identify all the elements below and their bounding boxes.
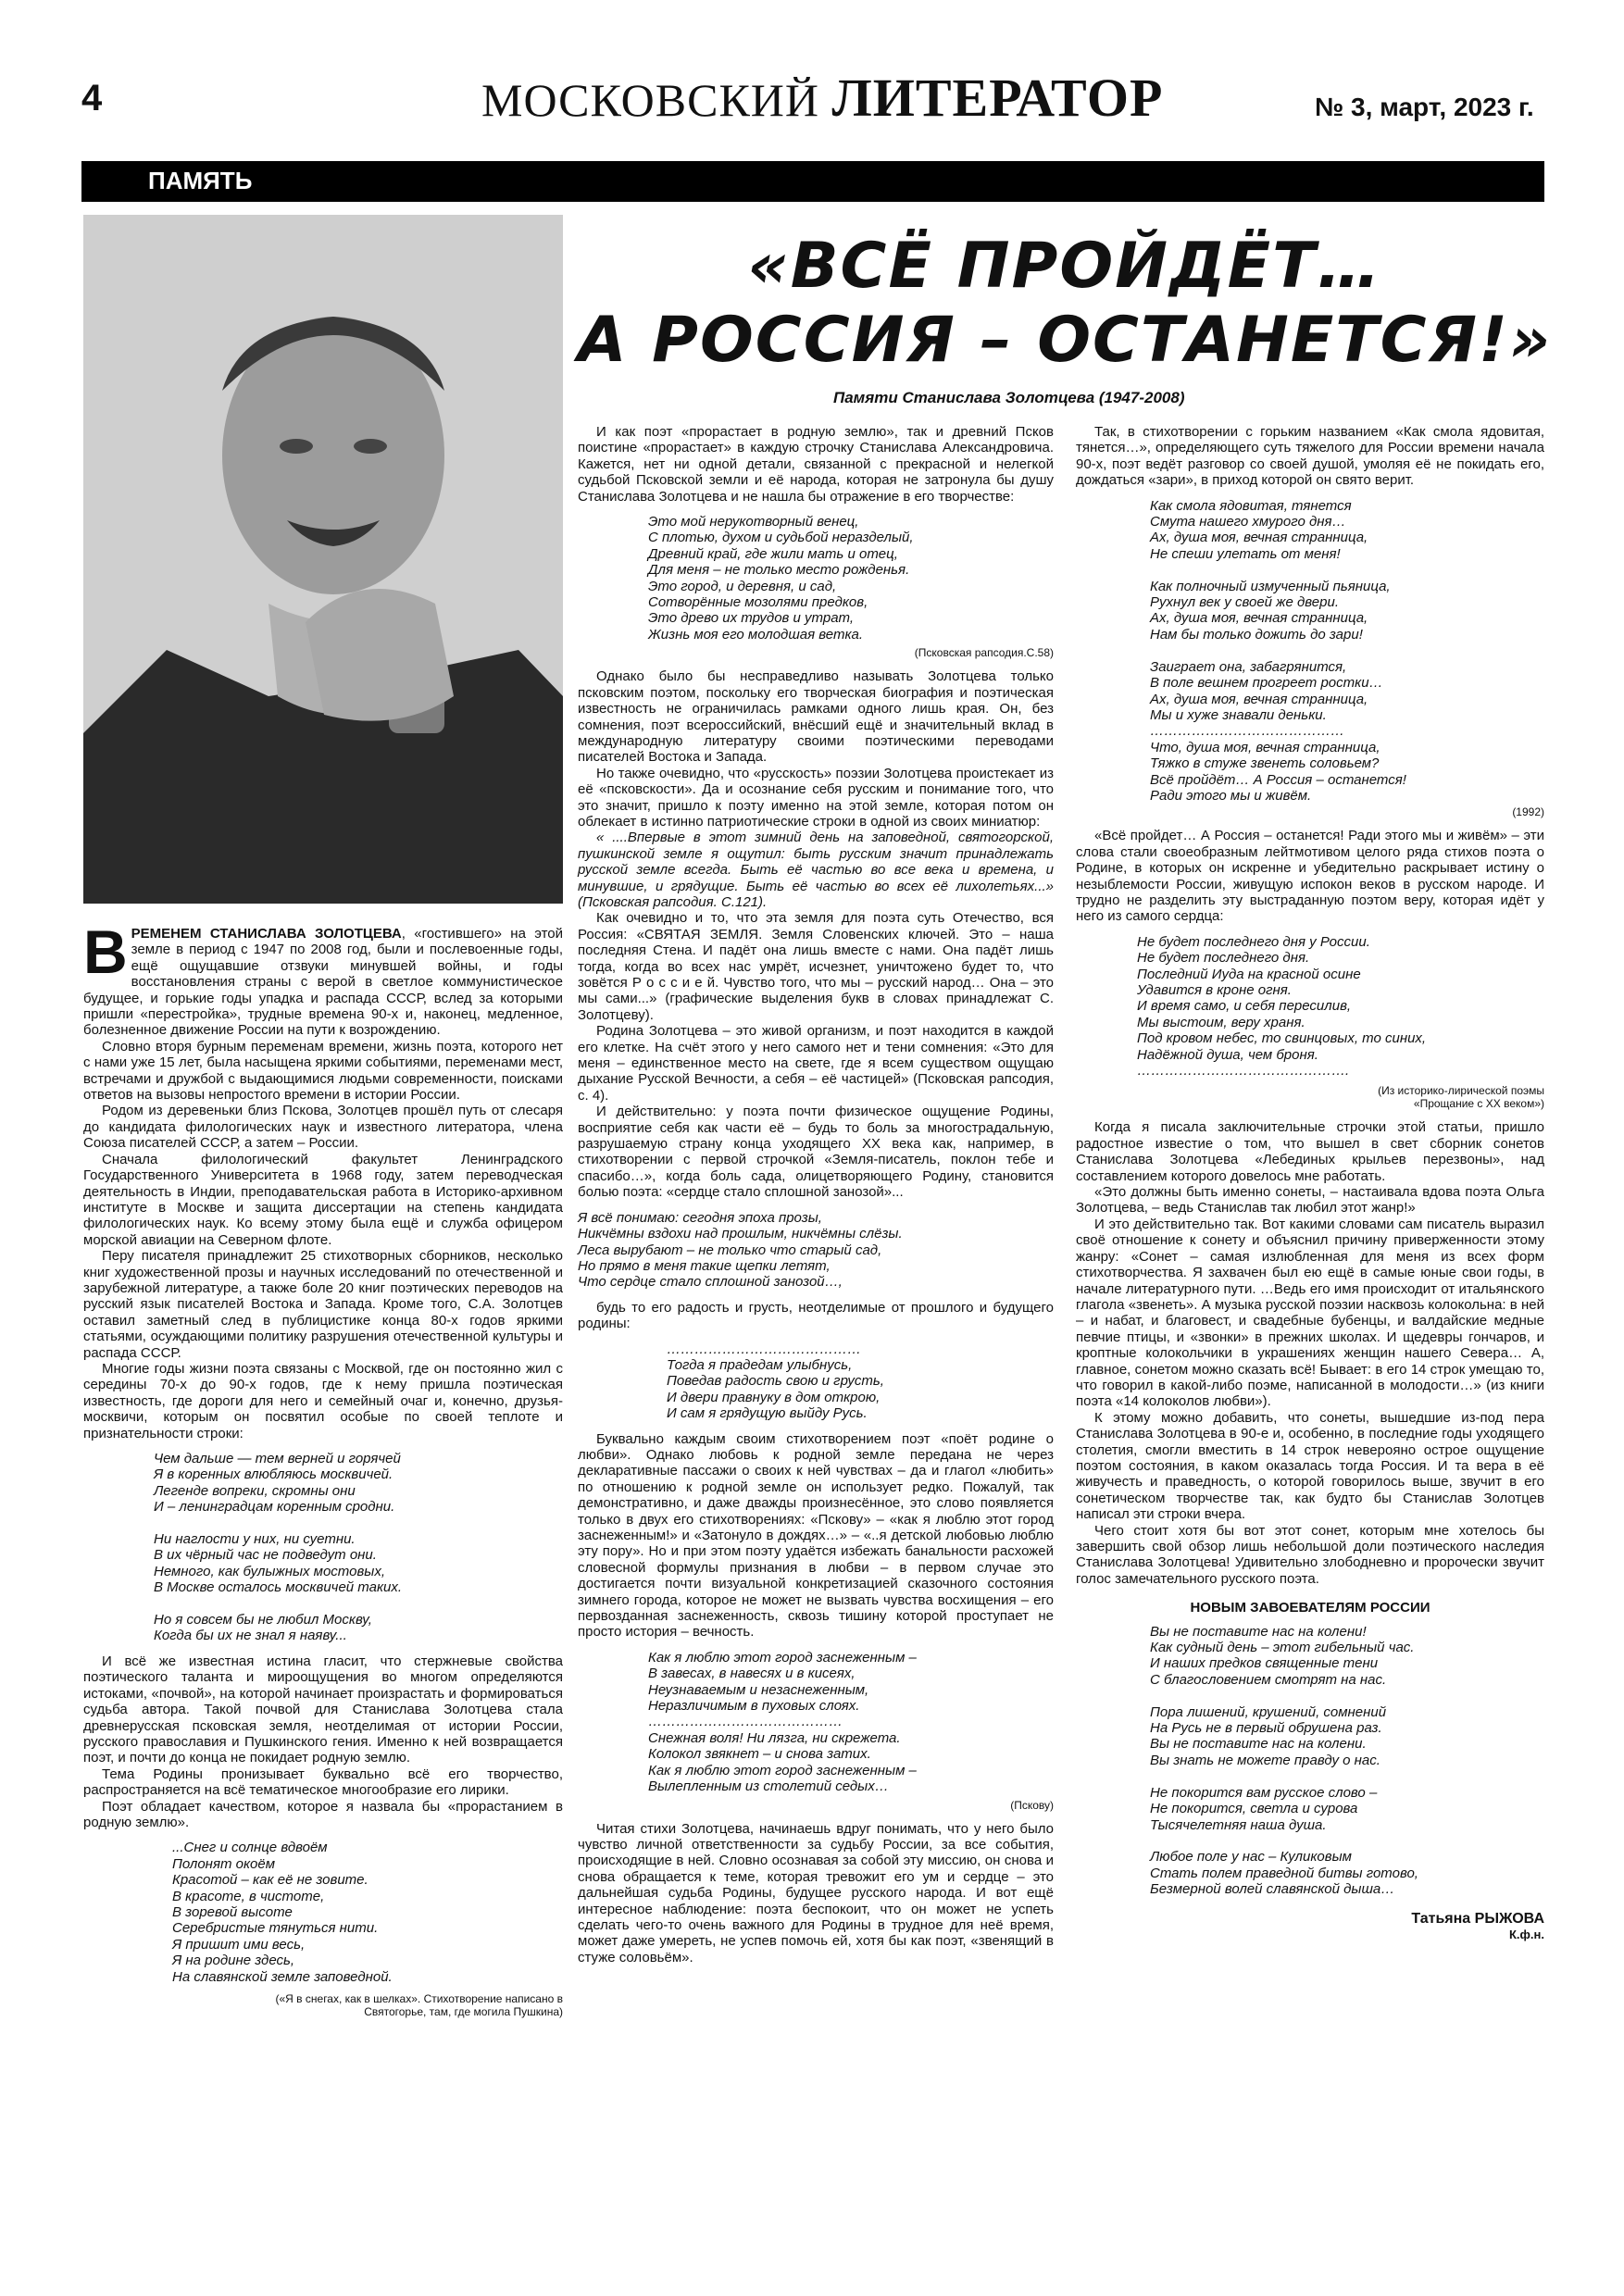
column-1 — [83, 917, 563, 2018]
paragraph: «Это должны быть именно сонеты, – настаивала вдова поэта Ольга Золотцева, – ведь Станислав так любил этот жанр!» — [1076, 1184, 1544, 1217]
author-degree: К.ф.н. — [1509, 1927, 1544, 1941]
poem: Вы не поставите нас на колени! Как судный день – этот гибельный час. И наших предков священные тени С благословением смотрят на нас. Пора лишений, крушений, сомнений На Русь не в первый обрушена раз. Вы не поставите нас на колени. Вы знать не можете правду о нас. Не покорится вам русское слово – Не покорится, светла и сурова Тысячелетняя наша душа. Любое поле у нас – Куликовым Стать полем праведной битвы готово, Безмерной волей славянской дыша… — [1150, 1623, 1418, 1898]
paragraph: Читая стихи Золотцева, начинаешь вдруг понимать, что у него было чувство личной ответственности за судьбу России, за все события, происходящие в ней. Словно осознавая за собой эту миссию, он снова и снова обращается к теме, которая тревожит его ум и сердце – это дальнейшая судьба Родины, будущее русского народа. И вот ещё интересное наблюдение: поэта беспокоит, что он может не успеть сделать чего-то очень важного для Родины в трудное для неё время, может даже умереть, не успев помочь ей, хотя бы как поэт, «звенящий в стуже соловьём». — [578, 1820, 1054, 1965]
drop-cap: В — [83, 917, 128, 986]
intro-paragraph — [83, 917, 563, 1039]
poem-source: (1992) — [1512, 805, 1544, 819]
paragraph: Сначала филологический факультет Ленинградского Государственного Университета в 1968 году, затем переводческая деятельность в Индии, преподавательская работа в Историко-архивном институте в Москве и защита диссертации на степень кандидата филологических наук. Ко всему этому была ещё и служба офицером морской авиации на Северном флоте. — [83, 1151, 563, 1248]
poem: Это мой нерукотворный венец, С плотью, духом и судьбой неразделый, Древний край, где жили мать и отец, Для меня – не только место рожденья. Это город, и деревня, и сад, Сотворённые мозолями предков, Это древо их трудов и утрат, Жизнь моя его молодшая ветка. — [648, 514, 914, 643]
quote-paragraph: « ....Впервые в этот зимний день на заповедной, святогорской, пушкинской земле я ощутил: быть русским значит принадлежать русской земле всегда. Быть её частью во все века и времена, и минувшие, и грядущие. Быть её частью во всех её лихолетьях...» (Псковская рапсодия. С.121). — [578, 830, 1054, 910]
rubric-label: ПАМЯТЬ — [148, 167, 253, 194]
intro-lead: РЕМЕНЕМ СТАНИСЛАВА ЗОЛОТЦЕВА — [131, 926, 402, 942]
masthead-word-2: ЛИТЕРАТОР — [831, 68, 1164, 128]
paragraph: Словно вторя бурным переменам времени, жизнь поэта, которого нет с нами уже 15 лет, была насыщена яркими событиями, переменами мест, встречами и дружбой с выдающимися людьми современности, поисками ответов на вызовы непростого времени в истории России. — [83, 1038, 563, 1104]
rubric-bar — [81, 161, 1544, 202]
column-3 — [1076, 424, 1544, 1942]
paragraph: И это действительно так. Вот какими словами сам писатель выразил своё отношение к сонету и объяснил причину приверженности этому жанру: «Сонет – самая излюбленная для меня из всех форм стихотворчества. Я захвачен был ею ещё в самые юные свои годы, в начале литературного пути. …Ведь его имя происходит от итальянского глагола «звенеть». А музыка русской поэзии насквозь колокольна: в ней – и набат, и благовест, и свадебные бубенцы, и валдайские медные певчие птицы, и «звонки» в прежних школах. И щедевры гончаров, и кроптные колокольчики в украшениях женщин нашего Севера… А, главное, сонетом можно сказать всё! Бывает: в его 14 строк умещаю то, что говорил в какой-либо поэме, написанной в молодости…» (из книги поэта «14 колоколов любви»). — [1076, 1216, 1544, 1410]
paragraph: Когда я писала заключительные строчки этой статьи, пришло радостное известие о том, что вышел в свет сборник сонетов Станислава Золотцева «Лебединых крыльев перезвоны», над составлением которого довелось мне работать. — [1076, 1119, 1544, 1184]
poem-title: НОВЫМ ЗАВОЕВАТЕЛЯМ РОССИИ — [1190, 1600, 1430, 1616]
paragraph: будь то его радость и грусть, неотделимые от прошлого и будущего родины: — [578, 1299, 1054, 1332]
poem-source: (Пскову) — [1010, 1798, 1054, 1812]
headline-line-1: «ВСЁ ПРОЙДЁТ… — [747, 230, 1382, 303]
paragraph: Тема Родины пронизывает буквально всё его творчество, распространяется на всё тематическое многообразие его лирики. — [83, 1766, 563, 1799]
poem-source: (Из историко-лирической поэмы «Прощание с XX веком») — [1378, 1084, 1544, 1111]
paragraph: К этому можно добавить, что сонеты, вышедшие из-под пера Станислава Золотцева в 90-е и, особенно, в последние годы уходящего столетия, смогли вместить в 14 строк неверояно острое ощущение поэтом состояния, в каком оказалась тогда Россия. И та вера в её живучесть и праведность, о которой говорилось выше, звучит в его сонетическом творчестве так, как будто бы Станислав Золотцев написал эти строки вчера. — [1076, 1409, 1544, 1523]
portrait-photo — [83, 215, 563, 904]
headline — [574, 230, 1555, 378]
paragraph: И как поэт «прорастает в родную землю», так и древний Псков поистине «прорастает» в каждую строчку Станислава Александровича. Кажется, нет ни одной детали, связанной с прекрасной и нелегкой судьбой Псковской земли и её народа, которая не затронула бы душу Станислава Золотцева и не нашла бы отражение в его творчестве: — [578, 424, 1054, 505]
poem: Я всё понимаю: сегодня эпоха прозы, Никчёмны вздохи над прошлым, никчёмны слёзы. Леса вырубают – не только что старый сад, Но прямо в меня такие щепки летят, Что сердце стало сплошной занозой…, — [578, 1209, 903, 1291]
paragraph: Перу писателя принадлежит 25 стихотворных сборников, несколько книг художественной прозы и научных исследований по отечественной и зарубежной литературе, а также боле 20 книг поэтических переводов на русский язык писателей Востока и Запада. Кроме того, С.А. Золотцев оставил заметный след в публицистике конца 80-х годов яркими статьями, осуждающими политику разрушения отечественной культуры и распада СССР. — [83, 1248, 563, 1361]
paragraph: Но также очевидно, что «русскость» поэзии Золотцева проистекает из её «псковскости». Да и осознание себя русским и понимание того, что это значит, пришло к поэту именно на этой земле, которая потом он облекает в истинно патриотические строки в одной из своих миниатюр: — [578, 765, 1054, 830]
masthead — [481, 67, 1163, 129]
subheadline: Памяти Станислава Золотцева (1947-2008) — [833, 389, 1185, 406]
paragraph: Буквально каждым своим стихотворением поэт «поёт родине о любви». Однако любовь к родной земле передана не через декларативные пассажи о своих к ней чувствах – да и глагол «любить» по отношению к родной земле он использует редко. Пожалуй, так демонстративно, и даже дважды произнесённое, это слово появляется только в двух его стихотворениях: «Пскову» – «как я люблю этот город заснеженным!» и «Затонуло в дождях…» – «..я детской любовью люблю эту пору». Но и при этом поэту удаётся избежать банальности расхожей словесной формулы признания в любви – в первом случае это достигается почти визуальной конкретизацией сказочного состояния зимнего города, которое не может не вызвать чувства восхищения – его первозданная заснеженность, сквозь тишину которой проступает не просто история – вечность. — [578, 1430, 1054, 1641]
paragraph: Поэт обладает качеством, которое я назвала бы «прорастанием в родную землю». — [83, 1798, 563, 1830]
paragraph: «Всё пройдет… А Россия – останется! Ради этого мы и живём» – эти слова стали своеобразным лейтмотивом целого ряда стихов поэта о Родине, в которых он искренне и убедительно раскрывает истину о незыблемости России, живущую испокон веков в русском народе. И трудно не разделить эту выстраданную поэтом веру, которая идёт у него из самого сердца: — [1076, 828, 1544, 925]
column-2 — [578, 424, 1054, 1965]
poem: Не будет последнего дня у России. Не будет последнего дня. Последний Иуда на красной осине Удавится в кроне огня. И время само, и себя пересилив, Мы выстоим, веру храня. Под кровом небес, то свинцовых, то синих, Надёжной душа, чем броня. ………………………………………. — [1137, 933, 1427, 1079]
headline-line-2: А РОССИЯ – ОСТАНЕТСЯ!» — [577, 304, 1553, 377]
poem: ...Снег и солнце вдвоём Полонят окоём Красотой – как её не зовите. В красоте, в чистоте, В зоревой высоте Серебристые тянуться нити. Я пришит ими весь, Я на родине здесь, На славянской земле заповедной. — [172, 1840, 393, 1985]
portrait-illustration — [83, 215, 563, 904]
poem-source: («Я в снегах, как в шелках». Стихотворение написано в Святогорье, там, где могила Пушкина) — [275, 1992, 563, 2018]
poem: …………………………………… Тогда я прадедам улыбнусь, Поведав радость свою и грусть, И двери правнуку в дом открою, И сам я грядущую выйду Русь. — [667, 1341, 884, 1422]
poem: Чем дальше — тем верней и горячей Я в коренных влюбляюсь москвичей. Легенде вопреки, скромны они И – ленинградцам коренным сродни. Ни наглости у них, ни суетни. В их чёрный час не подведут они. Немного, как булыжных мостовых, В Москве осталось москвичей таких. Но я совсем бы не любил Москву, Когда бы их не знал я наяву... — [154, 1451, 403, 1644]
author-name: Татьяна РЫЖОВА — [1411, 1910, 1544, 1927]
page-number: 4 — [81, 78, 103, 119]
poem-source: (Псковская рапсодия.С.58) — [914, 646, 1054, 660]
poem: Как я люблю этот город заснеженным – В завесах, в навесях и в кисеях, Неузнаваемым и незаснеженным, Неразличимым в пуховых слоях. …………………………………… Снежная воля! Ни лязга, ни скрежета. Колокол звякнет – и снова затих. Как я люблю этот город заснеженным – Вылепленным из столетий седых… — [648, 1649, 917, 1795]
paragraph: Родом из деревеньки близ Пскова, Золотцев прошёл путь от слесаря до кандидата филологических наук и известного литератора, члена Союза писателей СССР, а затем – России. — [83, 1103, 563, 1152]
issue-info: № 3, март, 2023 г. — [1315, 93, 1534, 121]
paragraph: Как очевидно и то, что эта земля для поэта суть Отечество, вся Россия: «СВЯТАЯ ЗЕМЛЯ. Земля Словенских ключей. Это – наша последняя Стена. И падёт она лишь вместе с нами. Она падёт лишь тогда, когда во всех нас умрёт, исчезнет, уничтожено будет то, что зовётся Р о с с и е й. Чувство того, что мы – русский народ… Она – это мы сами...» (графические выделения букв в словах принадлежат С. Золотцеву). — [578, 910, 1054, 1023]
paragraph: И действительно: у поэта почти физическое ощущение Родины, восприятие себя как части её – будь то боль за многострадальную, разрушаемую страну конца уходящего XX века как, например, в стихотворении с первой строчкой «Земля-писатель, поклон тебе и спасибо…», когда боль сада, олицетворяющего Родину, становится болью поэта: «сердце стало сплошной занозой»... — [578, 1104, 1054, 1201]
paragraph: Однако было бы несправедливо называть Золотцева только псковским поэтом, поскольку его творческая биография и поэтическая известность не ограничилась рамками одного лишь края. Он, без сомнения, поэт всероссийский, внёсший ещё и значительный вклад в международную литературу своими поэтическими переводами писателей Востока и Запада. — [578, 668, 1054, 766]
intro-text: , «гостившего» на этой земле в период с 1947 по 2008 год, были и послевоенные годы, ещё ощущавшие отзвуки минувшей войны, и годы восстановления страны с верой в светлое коммунистическое будущее, и горькие годы упадка и распада СССР, вслед за которыми пришли «перестройка», трудные времена 90-х и, наконец, медленное, болезненное движение России на пути к возрождению. — [83, 926, 563, 1039]
paragraph: И всё же известная истина гласит, что стержневые свойства поэтического таланта и мироощущения во многом определяются истоками, «почвой», на которой начинает произрастать и формироваться судьба автора. Такой почвой для Станислава Золотцева стала древнерусская псковская земля, неотделимая от истории России, русского православия и Пушкинского гения. Именно к ней возвращается поэт, и почти до конца не покидает родную землю. — [83, 1653, 563, 1766]
paragraph: Так, в стихотворении с горьким названием «Как смола ядовитая, тянется…», определяющего суть тяжелого для России времени начала 90-х, поэт ведёт разговор со своей душой, умоляя её не покидать его, дождаться «зари», в приход которой он свято верит. — [1076, 424, 1544, 489]
paragraph: Чего стоит хотя бы вот этот сонет, которым мне хотелось бы завершить свой обзор лишь небольшой доли поэтического наследия Станислава Золотцева! Удивительно злободневно и пророчески звучит голос замечательного русского поэта. — [1076, 1522, 1544, 1587]
paragraph: Многие годы жизни поэта связаны с Москвой, где он постоянно жил с середины 70-х до 90-х годов, где к нему пришла поэтическая известность, где дороги для него и семейный очаг и, конечно, друзья-москвичи, которым он посвятил особые по своей теплоте и признательности строки: — [83, 1360, 563, 1441]
paragraph: Родина Золотцева – это живой организм, и поэт находится в каждой его клетке. На счёт этого у него самого нет и тени сомнения: «Это для меня – единственное место на свете, где я всем существом ощущаю дыхание Русской Вечности, а себя – её частицей» (Псковская рапсодия, с. 4). — [578, 1023, 1054, 1104]
poem: Как смола ядовитая, тянется Смута нашего хмурого дня… Ах, душа моя, вечная странница, Не спеши улетать от меня! Как полночный измученный пьяница, Рухнул век у своей же двери. Ах, душа моя, вечная странница, Нам бы только дожить до зари! Заиграет она, забагрянится, В поле вешнем прогреет ростки… Ах, душа моя, вечная странница, Мы и хуже знавали деньки. …………………………………… Что, душа моя, вечная странница, Тяжко в стуже звенеть соловьем? Всё пройдёт… А Россия – останется! Ради этого мы и живём. — [1150, 497, 1406, 804]
masthead-word-1: МОСКОВСКИЙ — [481, 74, 820, 126]
